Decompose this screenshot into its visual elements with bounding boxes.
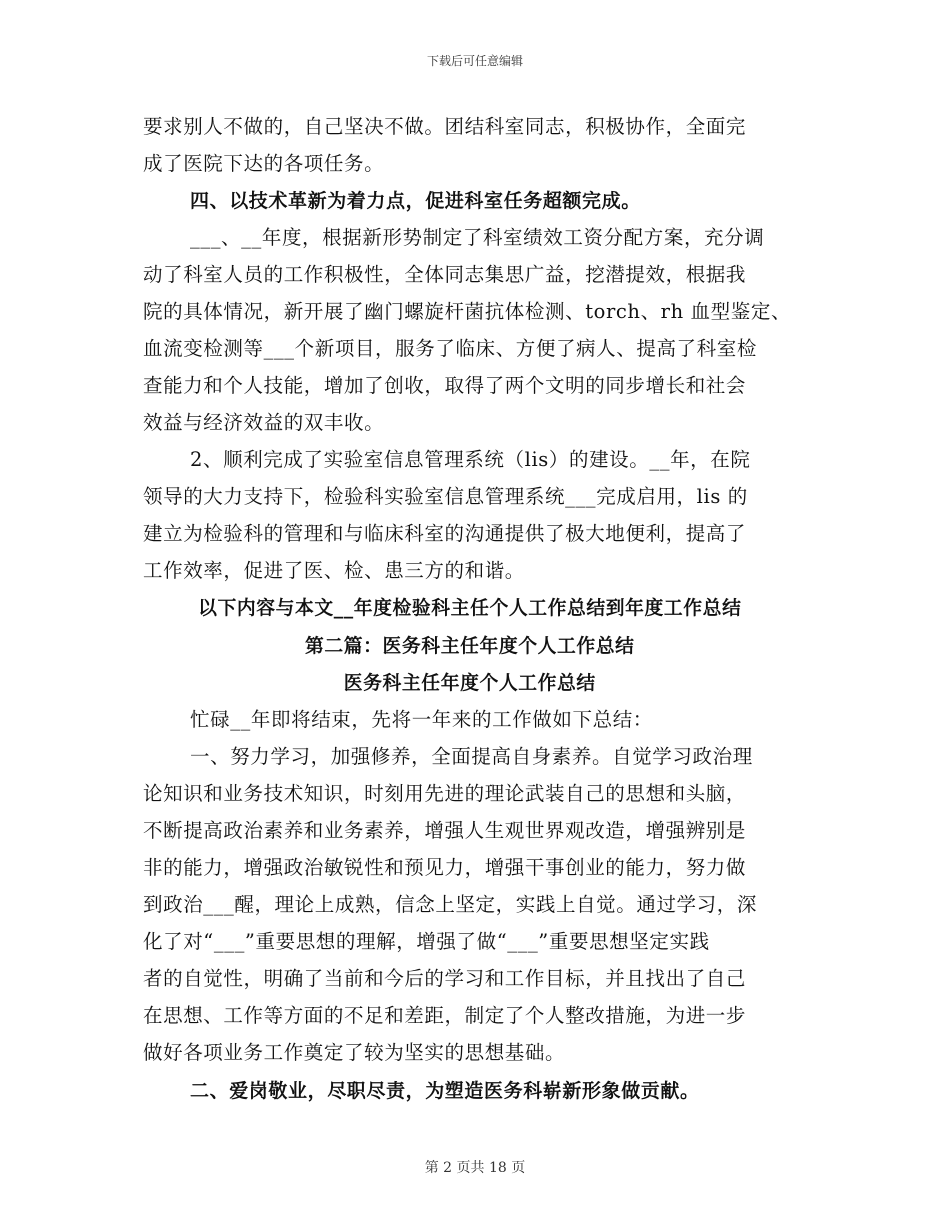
- body-line: 血流变检测等___个新项目，服务了临床、方便了病人、提高了科室检: [143, 337, 757, 360]
- body-line: 查能力和个人技能，增加了创收，取得了两个文明的同步增长和社会: [143, 374, 747, 397]
- body-line: 到政治___醒，理论上成熟，信念上坚定，实践上自觉。通过学习，深: [143, 893, 757, 916]
- body-line: 非的能力，增强政治敏锐性和预见力，增强干事创业的能力，努力做: [143, 856, 747, 879]
- body-line: 做好各项业务工作奠定了较为坚实的思想基础。: [143, 1041, 566, 1064]
- transition-heading: 以下内容与本文__年度检验科主任个人工作总结到年度工作总结: [198, 597, 742, 619]
- section-heading: 四、以技术革新为着力点，促进科室任务超额完成。: [190, 190, 641, 212]
- document-title: 医务科主任年度个人工作总结: [343, 672, 596, 694]
- body-line: 效益与经济效益的双丰收。: [143, 411, 385, 434]
- body-line: 建立为检验科的管理和与临床科室的沟通提供了极大地便利，提高了: [143, 522, 747, 545]
- page-header: 下载后可任意编辑: [426, 54, 523, 68]
- body-line: 院的具体情况，新开展了幽门螺旋杆菌抗体检测、torch、rh 血型鉴定、: [143, 300, 792, 323]
- page-footer: 第 2 页共 18 页: [424, 1160, 526, 1176]
- body-line: 在思想、工作等方面的不足和差距，制定了个人整改措施，为进一步: [143, 1004, 747, 1027]
- body-line: ___、__年度，根据新形势制定了科室绩效工资分配方案，充分调: [190, 226, 765, 249]
- body-line: 不断提高政治素养和业务素养，增强人生观世界观改造，增强辨别是: [143, 819, 747, 842]
- section-heading: 二、爱岗敬业，尽职尽责，为塑造医务科崭新形象做贡献。: [190, 1080, 700, 1102]
- body-line: 成了医院下达的各项任务。: [143, 152, 385, 175]
- body-line: 一、努力学习，加强修养，全面提高自身素养。自觉学习政治理: [190, 745, 753, 768]
- body-line: 忙碌__年即将结束，先将一年来的工作做如下总结：: [190, 708, 653, 731]
- body-line: 2、顺利完成了实验室信息管理系统（lis）的建设。__年，在院: [190, 448, 751, 471]
- body-line: 工作效率，促进了医、检、患三方的和谐。: [143, 559, 525, 582]
- chapter-title: 第二篇：医务科主任年度个人工作总结: [304, 635, 635, 657]
- body-line: 论知识和业务技术知识，时刻用先进的理论武装自己的思想和头脑，: [143, 782, 747, 805]
- body-line: 者的自觉性，明确了当前和今后的学习和工作目标，并且找出了自己: [143, 967, 747, 990]
- body-line: 领导的大力支持下，检验科实验室信息管理系统___完成启用，lis 的: [143, 485, 748, 508]
- body-line: 化了对“___”重要思想的理解，增强了做“___”重要思想坚定实践: [143, 930, 710, 953]
- body-line: 要求别人不做的，自己坚决不做。团结科室同志，积极协作，全面完: [143, 115, 747, 138]
- body-line: 动了科室人员的工作积极性，全体同志集思广益，挖潜提效，根据我: [143, 263, 747, 286]
